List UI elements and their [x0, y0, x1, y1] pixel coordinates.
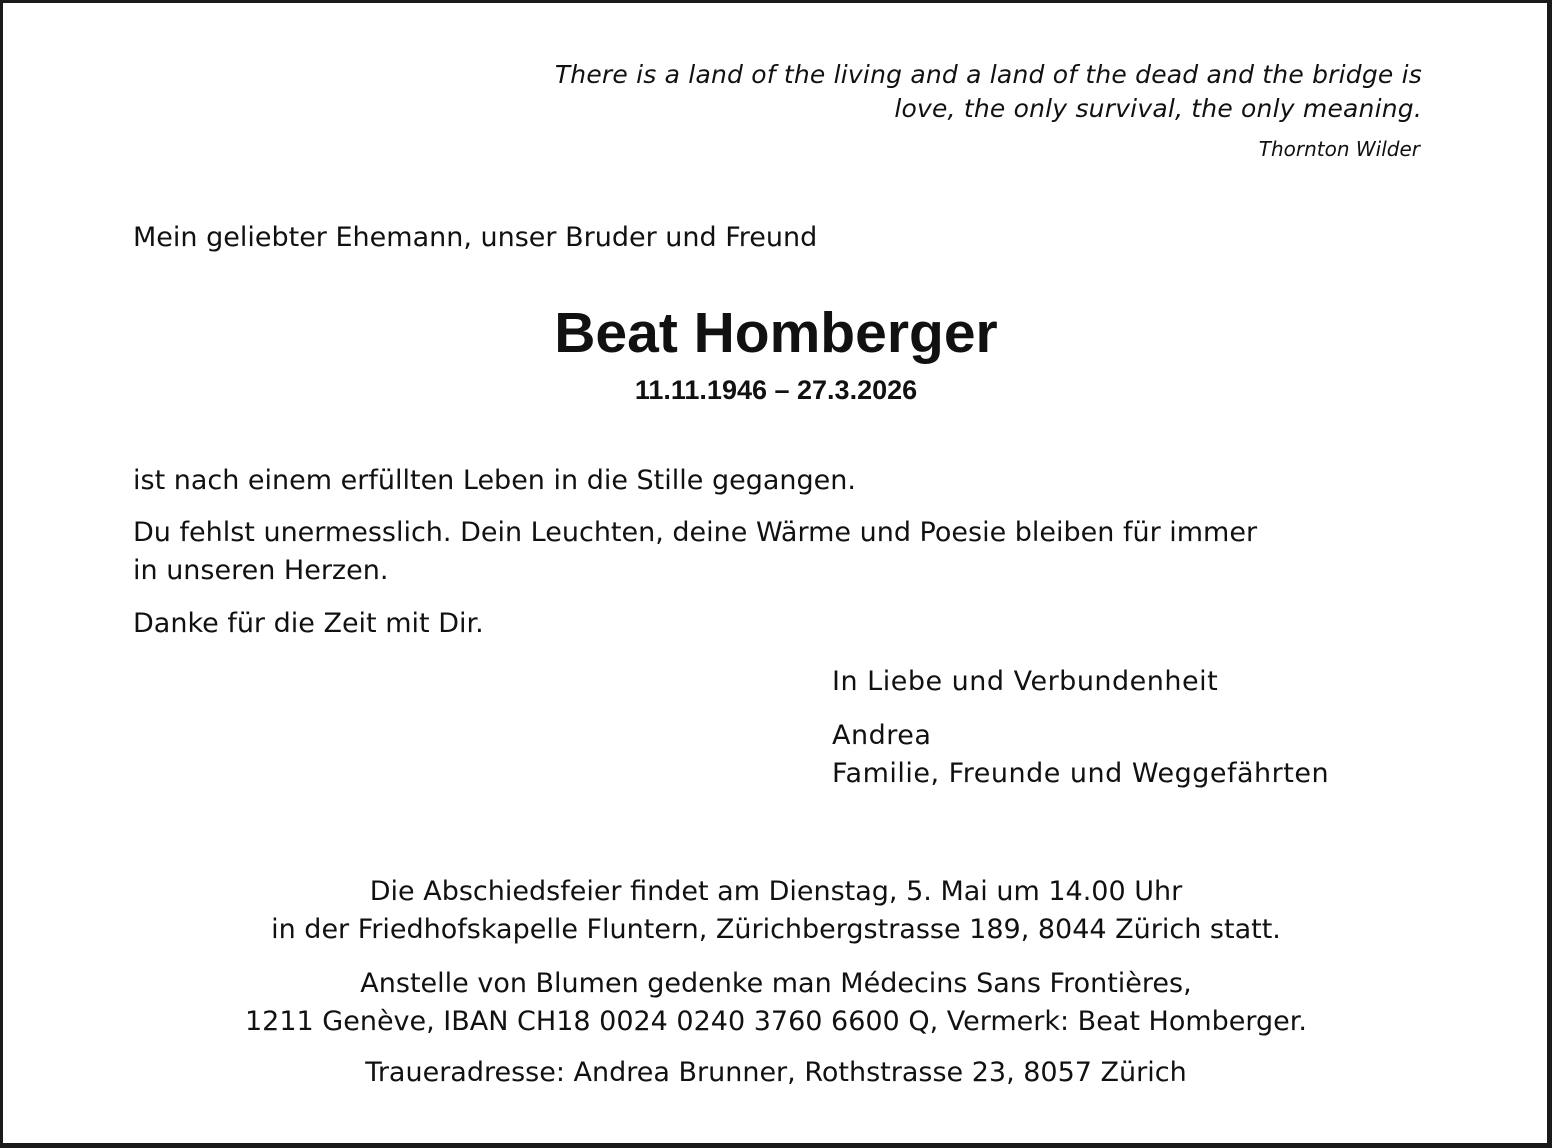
- ceremony-info: [0, 873, 1552, 949]
- body-paragraph-1: ist nach einem erfüllten Leben in die Stille gegangen.: [133, 465, 856, 496]
- body-paragraph-2-line-2: in unseren Herzen.: [133, 555, 389, 586]
- donation-line-1: Anstelle von Blumen gedenke man Médecins Sans Frontières,: [360, 968, 1192, 999]
- epigraph-author: Thornton Wilder: [1258, 137, 1420, 161]
- mourning-address: Traueradresse: Andrea Brunner, Rothstrasse 23, 8057 Zürich: [365, 1057, 1187, 1088]
- ceremony-line-1: Die Abschiedsfeier findet am Dienstag, 5. Mai um 14.00 Uhr: [369, 876, 1183, 907]
- signature-closing: In Liebe und Verbundenheit: [832, 666, 1219, 697]
- epigraph-quote: [555, 58, 1422, 126]
- donation-info: [0, 965, 1552, 1041]
- ceremony-line-2: in der Friedhofskapelle Fluntern, Zürichbergstrasse 189, 8044 Zürich statt.: [271, 914, 1281, 945]
- epigraph-line-1: There is a land of the living and a land of the dead and the bridge is: [554, 60, 1422, 89]
- signature-names: [832, 717, 1329, 793]
- intro-text: Mein geliebter Ehemann, unser Bruder und Freund: [133, 222, 818, 253]
- donation-line-2: 1211 Genève, IBAN CH18 0024 0240 3760 6600 Q, Vermerk: Beat Homberger.: [245, 1006, 1307, 1037]
- epigraph-line-2: love, the only survival, the only meaning.: [894, 94, 1422, 123]
- signature-others: Familie, Freunde und Weggefährten: [832, 758, 1330, 789]
- body-paragraph-2-line-1: Du fehlst unermesslich. Dein Leuchten, deine Wärme und Poesie bleiben für immer: [133, 517, 1258, 548]
- life-dates: 11.11.1946 – 27.3.2026: [634, 375, 918, 405]
- signature-name: Andrea: [832, 720, 932, 751]
- body-paragraph-2: [133, 514, 1257, 590]
- deceased-name: Beat Homberger: [554, 301, 998, 365]
- body-paragraph-3: Danke für die Zeit mit Dir.: [133, 608, 484, 639]
